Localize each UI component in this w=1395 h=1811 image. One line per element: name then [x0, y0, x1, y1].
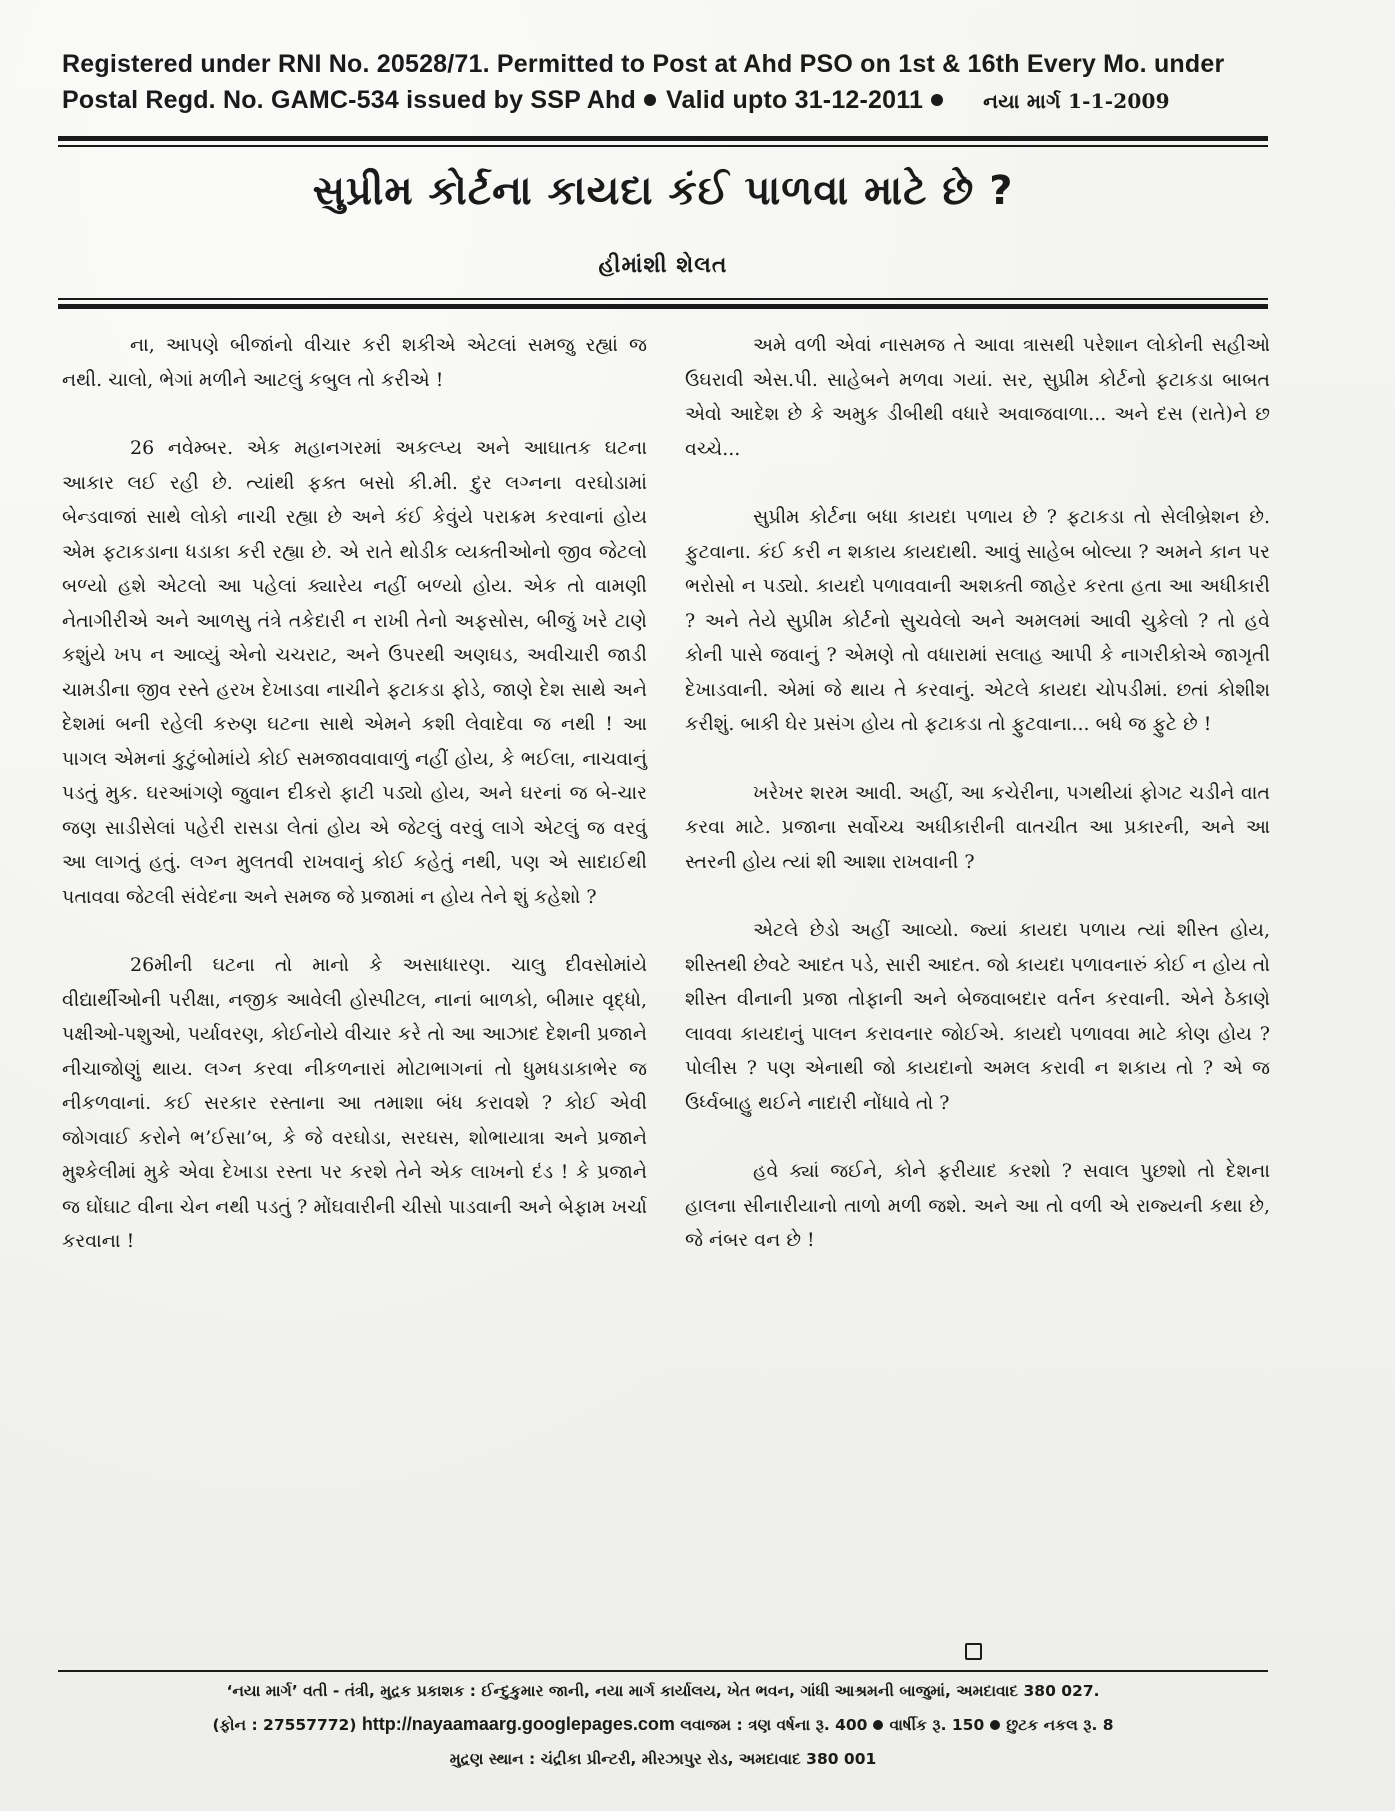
paragraph: ખરેખર શરમ આવી. અહીં, આ કચેરીના, પગથીયાં ફોગટ ચડીને વાત કરવા માટે. પ્રજાના સર્વોચ્ચ અધીકારીની વાતચીત આ પ્રકારની, અને આ સ્તરની હોય ત્યાં શી આશા રાખવાની ? — [685, 781, 1270, 873]
header-divider-thin — [58, 145, 1268, 147]
right-column — [685, 328, 1270, 1292]
subscription-3yr: લવાજમ : ત્રણ વર્ષના રૂ. 400 — [680, 1716, 868, 1734]
header-divider — [58, 136, 1268, 141]
postal-registration-header — [62, 46, 1262, 119]
phone-number: (ફોન : 27557772) — [212, 1716, 357, 1734]
bullet-icon — [931, 94, 943, 106]
paragraph: અમે વળી એવાં નાસમજ તે આવા ત્રાસથી પરેશાન લોકોની સહીઓ ઉઘરાવી એસ.પી. સાહેબને મળવા ગયાં. સર, સુપ્રીમ કોર્ટનો ફટાકડા બાબત એવો આદેશ છે કે અમુક ડીબીથી વધારે અવાજવાળા... અને દસ (રાતે)ને છ વચ્ચે... — [685, 334, 1270, 460]
printing-place-line: મુદ્રણ સ્થાન : ચંદ્રીકા પ્રીન્ટરી, મીરઝાપુર રોડ, અમદાવાદ 380 001 — [449, 1750, 877, 1768]
validity-text: Valid upto 31-12-2011 — [666, 86, 924, 114]
publisher-line: ‘નયા માર્ગ’ વતી - તંત્રી, મુદ્રક પ્રકાશક : ઈન્દુકુમાર જાની, નયા માર્ગ કાર્યાલય, ખેત ભવન, ગાંધી આશ્રમની બાજુમાં, અમદાવાદ 380 027. — [226, 1682, 1100, 1700]
postal-regd-text: Postal Regd. No. GAMC-534 issued by SSP Ahd — [62, 86, 636, 114]
bullet-icon — [644, 94, 656, 106]
paragraph: હવે ક્યાં જઈને, કોને ફરીયાદ કરશો ? સવાલ પુછશો તો દેશના હાલના સીનારીયાનો તાળો મળી જશે. અને આ તો વળી એ રાજ્યની કથા છે, જે નંબર વન છે ! — [685, 1160, 1270, 1251]
contact-subscription-line — [58, 1714, 1268, 1735]
article-author: હીમાંશી શેલત — [598, 252, 728, 278]
registration-line-2 — [62, 82, 1262, 119]
article-title: સુપ્રીમ કોર્ટના કાયદા કંઈ પાળવા માટે છે ? — [312, 168, 1014, 214]
title-divider-thin — [58, 298, 1268, 300]
paragraph: ના, આપણે બીજાંનો વીચાર કરી શકીએ એટલાં સમજુ રહ્યાં જ નથી. ચાલો, ભેગાં મળીને આટલું કબુલ તો કરીએ ! — [62, 334, 647, 391]
left-column — [62, 328, 647, 1293]
article-end-square-icon — [965, 1643, 982, 1660]
bullet-icon — [990, 1720, 1000, 1730]
bullet-icon — [873, 1720, 883, 1730]
registration-line-1: Registered under RNI No. 20528/71. Permitted to Post at Ahd PSO on 1st & 16th Every Mo. under — [62, 50, 1225, 78]
paragraph: 26મીની ઘટના તો માનો કે અસાધારણ. ચાલુ દીવસોમાંયે વીદ્યાર્થીઓની પરીક્ષા, નજીક આવેલી હોસ્પીટલ, નાનાં બાળકો, બીમાર વૃદ્ધો, પક્ષીઓ-પશુઓ, પર્યાવરણ, કોઈનોયે વીચાર કરે તો આ આઝાદ દેશની પ્રજાને નીચાજોણું થાય. લગ્ન કરવા નીકળનારાં મોટાભાગનાં તો ધુમધડાકાભેર જ નીકળવાનાં. કઈ સરકાર રસ્તાના આ તમાશા બંધ કરાવશે ? કોઈ એવી જોગવાઈ કરોને ભ’ઈસા’બ, કે જે વરઘોડા, સરઘસ, શોભાયાત્રા અને પ્રજાને મુશ્કેલીમાં મુકે એવા દેખાડા રસ્તા પર કરશે તેને એક લાખનો દંડ ! કે પ્રજાને જ ઘોંઘાટ વીના ચેન નથી પડતું ? મોંઘવારીની ચીસો પાડવાની અને બેફામ ખર્ચા કરવાના ! — [62, 954, 647, 1252]
website-url: http://nayaamaarg.googlepages.com — [361, 1714, 675, 1734]
paragraph: સુપ્રીમ કોર્ટના બધા કાયદા પળાય છે ? ફટાકડા તો સેલીબ્રેશન છે. ફુટવાના. કંઈ કરી ન શકાય કાયદાથી. આવું સાહેબ બોલ્યા ? અમને કાન પર ભરોસો ન પડ્યો. કાયદો પળાવવાની અશક્તી જાહેર કરતા હતા આ અધીકારી ? અને તેયે સુપ્રીમ કોર્ટનો સુચવેલો અને અમલમાં આવી ચુકેલો ? તો હવે કોની પાસે જવાનું ? એમણે તો વધારામાં સલાહ આપી કે નાગરીકોએ જાગૃતી દેખાડવાની. એમાં જે થાય તે કરવાનું. એટલે કાયદા ચોપડીમાં. છતાં કોશીશ કરીશું. બાકી ઘેર પ્રસંગ હોય તો ફટાકડા તો ફુટવાના... બધે જ ફુટે છે ! — [685, 506, 1270, 735]
paragraph: 26 નવેમ્બર. એક મહાનગરમાં અકલ્પ્ય અને આઘાતક ઘટના આકાર લઈ રહી છે. ત્યાંથી ફક્ત બસો કી.મી. દુર લગ્નના વરઘોડામાં બેન્ડવાજાં સાથે લોકો નાચી રહ્યા છે અને કંઈ કેવુંયે પરાક્રમ કરવાનાં હોય એમ ફટાકડાના ધડાકા કરી રહ્યા છે. એ રાતે થોડીક વ્યક્તીઓનો જીવ જેટલો બળ્યો હશે એટલો આ પહેલાં ક્યારેય નહીં બળ્યો હોય. એક તો વામણી નેતાગીરીએ અને આળસુ તંત્રે તકેદારી ન રાખી તેનો અફસોસ, બીજું ખરે ટાણે કશુંયે ખપ ન આવ્યું એનો ચચરાટ, અને ઉપરથી અણઘડ, અવીચારી જાડી ચામડીના જીવ રસ્તે હરખ દેખાડવા નાચીને ફટાકડા ફોડે, જાણે દેશ સાથે અને દેશમાં બની રહેલી કરુણ ઘટના સાથે એમને કશી લેવાદેવા જ નથી ! આ પાગલ એમનાં કુટુંબોમાંયે કોઈ સમજાવવાવાળું નહીં હોય, કે ભઈલા, નાચવાનું પડતું મુક. ઘરઆંગણે જુવાન દીકરો ફાટી પડ્યો હોય, અને ઘરનાં જ બે-ચાર જણ સાડીસેલાં પહેરી રાસડા લેતાં હોય એ જેટલું વરવું લાગે એટલું જ વરવું આ લાગતું હતું. લગ્ન મુલતવી રાખવાનું કોઈ કહેતું નથી, પણ એ સાદાઈથી પતાવવા જેટલી સંવેદના અને સમજ જે પ્રજામાં ન હોય તેને શું કહેશો ? — [62, 437, 647, 908]
issue-label: નયા માર્ગ 1-1-2009 — [983, 89, 1170, 113]
subscription-annual: વાર્ષીક રૂ. 150 — [889, 1716, 985, 1734]
paragraph: એટલે છેડો અહીં આવ્યો. જ્યાં કાયદા પળાય ત્યાં શીસ્ત હોય, શીસ્તથી છેવટે આદત પડે, સારી આદત. જો કાયદા પળાવનારું કોઈ ન હોય તો શીસ્ત વીનાની પ્રજા તોફાની અને બેજવાબદાર વર્તન કરવાની. એને ઠેકાણે લાવવા કાયદાનું પાલન કરાવનાર જોઈએ. કાયદો પળાવવા માટે કોણ હોય ? પોલીસ ? પણ એનાથી જો કાયદાનો અમલ કરાવી ન શકાય તો ? એ જ ઉર્ધ્વબાહુ થઈને નાદારી નોંધાવે તો ? — [685, 919, 1270, 1114]
footer-divider — [58, 1670, 1268, 1672]
single-copy-price: છુટક નકલ રૂ. 8 — [1006, 1716, 1114, 1734]
title-divider — [58, 304, 1268, 309]
